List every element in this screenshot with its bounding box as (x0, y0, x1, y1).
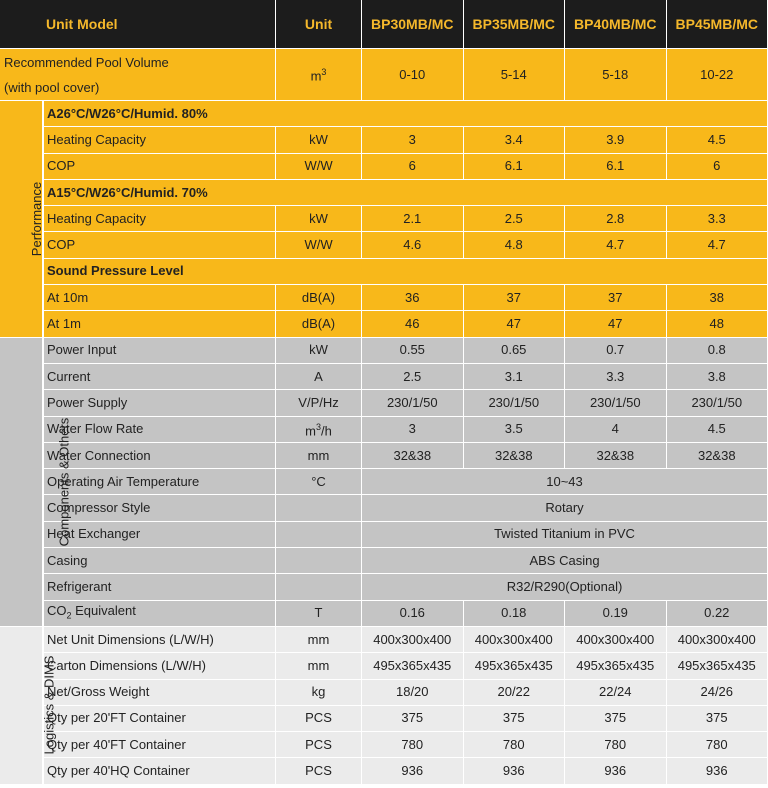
value-cell: 37 (565, 285, 667, 311)
table-row (0, 680, 768, 706)
table-row (0, 548, 768, 574)
value-cell: 936 (362, 758, 464, 784)
merged-value-cell: Rotary (362, 495, 768, 521)
value-cell: 375 (667, 706, 768, 732)
co2-label-subscript: 2 (66, 610, 72, 621)
table-row (0, 758, 768, 784)
value-cell: 3.9 (565, 127, 667, 153)
unit-cell: dB(A) (276, 285, 362, 311)
value-cell: 780 (565, 732, 667, 758)
value-cell: 36 (362, 285, 464, 311)
value-cell: 6 (362, 154, 464, 180)
unit-cell: kW (276, 127, 362, 153)
value-cell: 495x365x435 (464, 653, 566, 679)
value-cell: 4.5 (667, 417, 768, 443)
value-cell: 0.7 (565, 338, 667, 364)
recommended-volume-label (0, 49, 276, 101)
row-label: Carton Dimensions (L/W/H) (44, 653, 276, 679)
value-cell: 230/1/50 (464, 390, 566, 416)
value-cell: 3.8 (667, 364, 768, 390)
value-cell: 6.1 (464, 154, 566, 180)
unit-cell: W/W (276, 154, 362, 180)
value-cell: 230/1/50 (565, 390, 667, 416)
value-cell: 3.5 (464, 417, 566, 443)
row-label: Compressor Style (44, 495, 276, 521)
value-cell: 230/1/50 (667, 390, 768, 416)
value-cell: 400x300x400 (565, 627, 667, 653)
unit-cell: kW (276, 206, 362, 232)
table-row (0, 127, 768, 153)
table-row (0, 311, 768, 337)
value-cell: 375 (362, 706, 464, 732)
table-row (0, 653, 768, 679)
condition-row (0, 180, 768, 206)
condition-row (0, 259, 768, 285)
model-header: BP35MB/MC (464, 0, 566, 49)
condition-heading: Sound Pressure Level (44, 259, 768, 285)
value-cell: 0.65 (464, 338, 566, 364)
value-cell: 495x365x435 (565, 653, 667, 679)
table-row (0, 495, 768, 521)
table-row (0, 706, 768, 732)
row-label (44, 601, 276, 627)
value-cell: 2.1 (362, 206, 464, 232)
unit-cell (276, 417, 362, 443)
merged-value-cell: Twisted Titanium in PVC (362, 522, 768, 548)
value-cell: 4.7 (667, 232, 768, 258)
value-cell: 495x365x435 (362, 653, 464, 679)
unit-cell: kW (276, 338, 362, 364)
unit-cell: W/W (276, 232, 362, 258)
value-cell: 936 (667, 758, 768, 784)
row-label: Net Unit Dimensions (L/W/H) (44, 627, 276, 653)
value-cell: 3.3 (565, 364, 667, 390)
value-cell: 3.4 (464, 127, 566, 153)
row-label: At 1m (44, 311, 276, 337)
table-row (0, 364, 768, 390)
unit-superscript: 3 (321, 67, 327, 78)
section-label-performance (0, 101, 44, 338)
value-cell: 32&38 (464, 443, 566, 469)
condition-heading: A15°C/W26°C/Humid. 70% (44, 180, 768, 206)
co2-label-post: Equivalent (71, 602, 136, 618)
value-cell: 2.5 (464, 206, 566, 232)
unit-cell: dB(A) (276, 311, 362, 337)
value-cell: 22/24 (565, 680, 667, 706)
table-row (0, 522, 768, 548)
value-cell: 0.22 (667, 601, 768, 627)
row-label: COP (44, 154, 276, 180)
value-cell: 0.8 (667, 338, 768, 364)
value-cell: 47 (464, 311, 566, 337)
unit-cell: °C (276, 469, 362, 495)
unit-cell: A (276, 364, 362, 390)
value-cell: 4.7 (565, 232, 667, 258)
value-cell: 4.5 (667, 127, 768, 153)
unit-cell (276, 522, 362, 548)
value-cell: 3 (362, 417, 464, 443)
table-row (0, 601, 768, 627)
value-cell: 6.1 (565, 154, 667, 180)
recommended-volume-line1: Recommended Pool Volume (4, 54, 169, 70)
row-label: Power Supply (44, 390, 276, 416)
section-label-text: Performance (29, 181, 45, 257)
row-label: Qty per 40'FT Container (44, 732, 276, 758)
row-label: COP (44, 232, 276, 258)
value-cell: 32&38 (667, 443, 768, 469)
value-cell: 230/1/50 (362, 390, 464, 416)
value-cell: 47 (565, 311, 667, 337)
row-label: Casing (44, 548, 276, 574)
value-cell: 38 (667, 285, 768, 311)
value-cell: 24/26 (667, 680, 768, 706)
value-cell: 3.1 (464, 364, 566, 390)
table-row (0, 417, 768, 443)
table-row (0, 574, 768, 600)
value-cell: 936 (565, 758, 667, 784)
table-row (0, 338, 768, 364)
value-cell: 20/22 (464, 680, 566, 706)
value-cell: 48 (667, 311, 768, 337)
value-cell: 375 (565, 706, 667, 732)
row-label: At 10m (44, 285, 276, 311)
table-row (0, 443, 768, 469)
value-cell: 32&38 (362, 443, 464, 469)
value-cell: 37 (464, 285, 566, 311)
row-label: Heating Capacity (44, 127, 276, 153)
row-label: Refrigerant (44, 574, 276, 600)
unit-tail: /h (321, 423, 332, 439)
model-header: BP45MB/MC (667, 0, 768, 49)
unit-header: Unit (276, 0, 362, 49)
value-cell: 6 (667, 154, 768, 180)
value-cell: 0.55 (362, 338, 464, 364)
table-row (0, 154, 768, 180)
unit-cell: mm (276, 443, 362, 469)
unit-model-header: Unit Model (0, 0, 276, 49)
merged-value-cell: R32/R290(Optional) (362, 574, 768, 600)
unit-cell: PCS (276, 758, 362, 784)
row-label: Power Input (44, 338, 276, 364)
value-cell: 3 (362, 127, 464, 153)
row-label: Operating Air Temperature (44, 469, 276, 495)
unit-cell: PCS (276, 732, 362, 758)
row-label: Qty per 40'HQ Container (44, 758, 276, 784)
model-header: BP40MB/MC (565, 0, 667, 49)
value-cell: 4.6 (362, 232, 464, 258)
model-header: BP30MB/MC (362, 0, 464, 49)
value-cell: 2.8 (565, 206, 667, 232)
value-cell: 10-22 (667, 49, 768, 101)
value-cell: 3.3 (667, 206, 768, 232)
row-label: Water Flow Rate (44, 417, 276, 443)
value-cell: 2.5 (362, 364, 464, 390)
value-cell: 0.16 (362, 601, 464, 627)
value-cell: 400x300x400 (464, 627, 566, 653)
unit-cell: T (276, 601, 362, 627)
recommended-volume-row (0, 49, 768, 101)
unit-cell (276, 548, 362, 574)
unit-cell (276, 49, 362, 101)
value-cell: 46 (362, 311, 464, 337)
value-cell: 780 (362, 732, 464, 758)
value-cell: 4.8 (464, 232, 566, 258)
table-row (0, 627, 768, 653)
merged-value-cell: 10~43 (362, 469, 768, 495)
value-cell: 0.19 (565, 601, 667, 627)
section-label-logistics (0, 627, 57, 785)
value-cell: 18/20 (362, 680, 464, 706)
table-row (0, 390, 768, 416)
recommended-volume-line2: (with pool cover) (4, 79, 100, 95)
value-cell: 0.18 (464, 601, 566, 627)
unit-base: m (310, 68, 322, 84)
condition-row (0, 101, 768, 127)
value-cell: 936 (464, 758, 566, 784)
value-cell: 400x300x400 (667, 627, 768, 653)
row-label: Net/Gross Weight (44, 680, 276, 706)
value-cell: 400x300x400 (362, 627, 464, 653)
table-row (0, 285, 768, 311)
unit-cell (276, 574, 362, 600)
value-cell: 495x365x435 (667, 653, 768, 679)
table-row (0, 469, 768, 495)
section-label-text: Components & Others (56, 417, 72, 547)
value-cell: 5-18 (565, 49, 667, 101)
header-row (0, 0, 768, 49)
row-label: Current (44, 364, 276, 390)
row-label: Water Connection (44, 443, 276, 469)
row-label: Heating Capacity (44, 206, 276, 232)
unit-cell: kg (276, 680, 362, 706)
table-row (0, 206, 768, 232)
unit-cell: V/P/Hz (276, 390, 362, 416)
merged-value-cell: ABS Casing (362, 548, 768, 574)
value-cell: 375 (464, 706, 566, 732)
table-row (0, 732, 768, 758)
row-label: Heat Exchanger (44, 522, 276, 548)
value-cell: 4 (565, 417, 667, 443)
value-cell: 780 (464, 732, 566, 758)
value-cell: 32&38 (565, 443, 667, 469)
table-row (0, 232, 768, 258)
value-cell: 5-14 (464, 49, 566, 101)
unit-cell: mm (276, 627, 362, 653)
section-label-text: Logistics & DIMS (41, 655, 57, 755)
co2-label-pre: CO (47, 602, 67, 618)
value-cell: 780 (667, 732, 768, 758)
unit-cell: PCS (276, 706, 362, 732)
unit-cell (276, 495, 362, 521)
unit-base: m (305, 423, 316, 439)
unit-superscript: 3 (316, 422, 322, 433)
unit-cell: mm (276, 653, 362, 679)
condition-heading: A26°C/W26°C/Humid. 80% (44, 101, 768, 127)
value-cell: 0-10 (362, 49, 464, 101)
row-label: Qty per 20'FT Container (44, 706, 276, 732)
